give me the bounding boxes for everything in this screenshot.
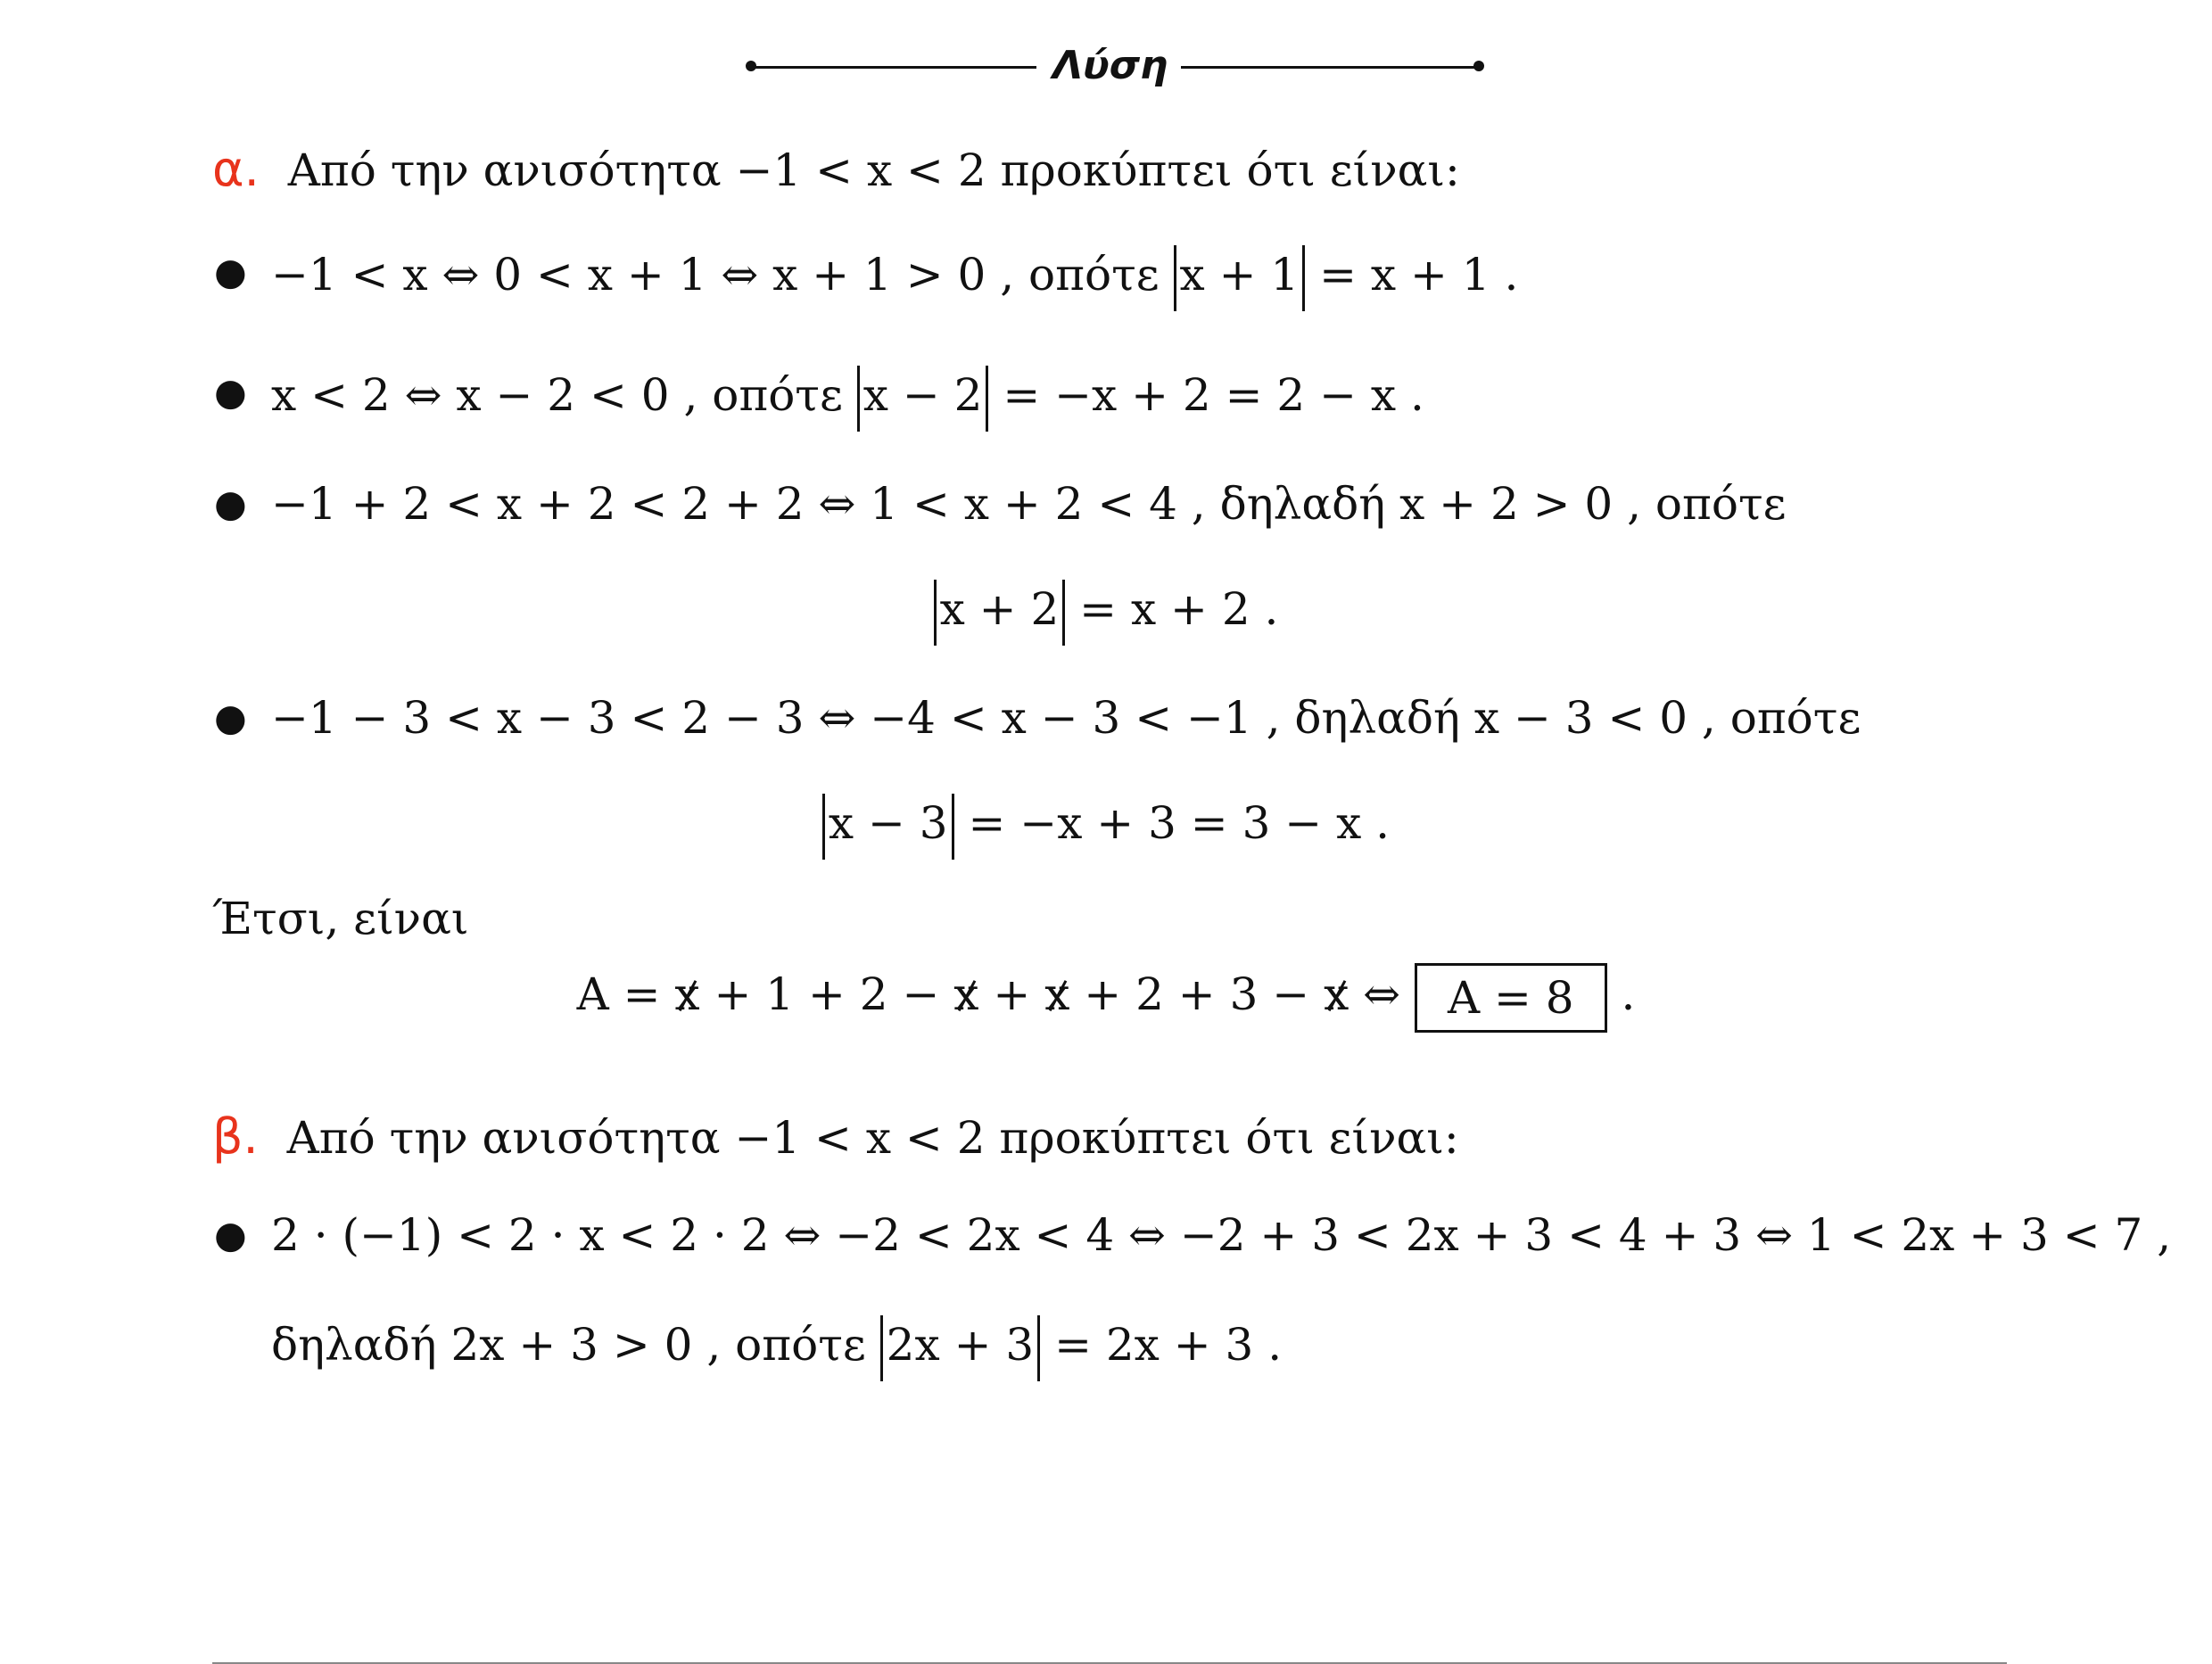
part-a-intro bbox=[212, 143, 1460, 197]
left-rule bbox=[751, 66, 1036, 69]
bullet-icon: ● bbox=[214, 696, 247, 739]
cancelled-x: x bbox=[953, 968, 979, 1020]
part-a-bullet-4-result: x − 3 = −x + 3 = 3 − x . bbox=[0, 794, 2212, 860]
thus-text: Έτσι, είναι bbox=[212, 893, 469, 944]
right-rule bbox=[1181, 66, 1479, 69]
bullet-icon: ● bbox=[214, 1213, 247, 1256]
cancelled-x: x bbox=[1044, 968, 1070, 1020]
part-a-label: α. bbox=[212, 141, 260, 197]
part-a-bullet-4: −1 − 3 < x − 3 < 2 − 3 ⇔ −4 < x − 3 < −1 , δηλαδή x − 3 < 0 , οπότε bbox=[271, 692, 1861, 744]
solution-title: Λύση bbox=[1052, 43, 1168, 88]
abs-value: x + 1 bbox=[1174, 245, 1306, 311]
part-b-bullet-1: 2 · (−1) < 2 · x < 2 · 2 ⇔ −2 < 2x < 4 ⇔ −2 + 3 < 2x + 3 < 4 + 3 ⇔ 1 < 2x + 3 < 7 , bbox=[271, 1209, 2172, 1261]
part-b-intro-text: Από την ανισότητα −1 < x < 2 προκύπτει ότι είναι: bbox=[286, 1112, 1459, 1164]
solution-header bbox=[0, 39, 2212, 93]
cancelled-x: x bbox=[1324, 968, 1349, 1020]
bullet-icon: ● bbox=[214, 370, 247, 414]
abs-value: x + 2 bbox=[934, 580, 1066, 646]
part-b-label: β. bbox=[212, 1108, 259, 1165]
boxed-result: A = 8 bbox=[1415, 963, 1607, 1033]
part-a-bullet-2: x < 2 ⇔ x − 2 < 0 , οπότε x − 2 = −x + 2 = 2 − x . bbox=[271, 366, 1424, 432]
part-a-bullet-3: −1 + 2 < x + 2 < 2 + 2 ⇔ 1 < x + 2 < 4 , δηλαδή x + 2 > 0 , οπότε bbox=[271, 478, 1787, 530]
abs-value: 2x + 3 bbox=[880, 1315, 1041, 1381]
right-dot bbox=[1473, 61, 1484, 71]
part-b-intro bbox=[212, 1110, 1459, 1165]
abs-value: x − 2 bbox=[857, 366, 989, 432]
part-b-bullet-1-cont: δηλαδή 2x + 3 > 0 , οπότε 2x + 3 = 2x + 3 . bbox=[271, 1315, 1282, 1381]
part-a-bullet-1: −1 < x ⇔ 0 < x + 1 ⇔ x + 1 > 0 , οπότε x + 1 = x + 1 . bbox=[271, 245, 1518, 311]
bullet-icon: ● bbox=[214, 250, 247, 293]
final-equation: A = x + 1 + 2 − x + x + 2 + 3 − x ⇔ A = 8 . bbox=[0, 963, 2212, 1033]
cancelled-x: x bbox=[674, 968, 700, 1020]
part-a-bullet-3-result: x + 2 = x + 2 . bbox=[0, 580, 2212, 646]
bullet-icon: ● bbox=[214, 482, 247, 525]
part-a-intro-text: Από την ανισότητα −1 < x < 2 προκύπτει ότι είναι: bbox=[287, 144, 1460, 196]
abs-value: x − 3 bbox=[822, 794, 954, 860]
